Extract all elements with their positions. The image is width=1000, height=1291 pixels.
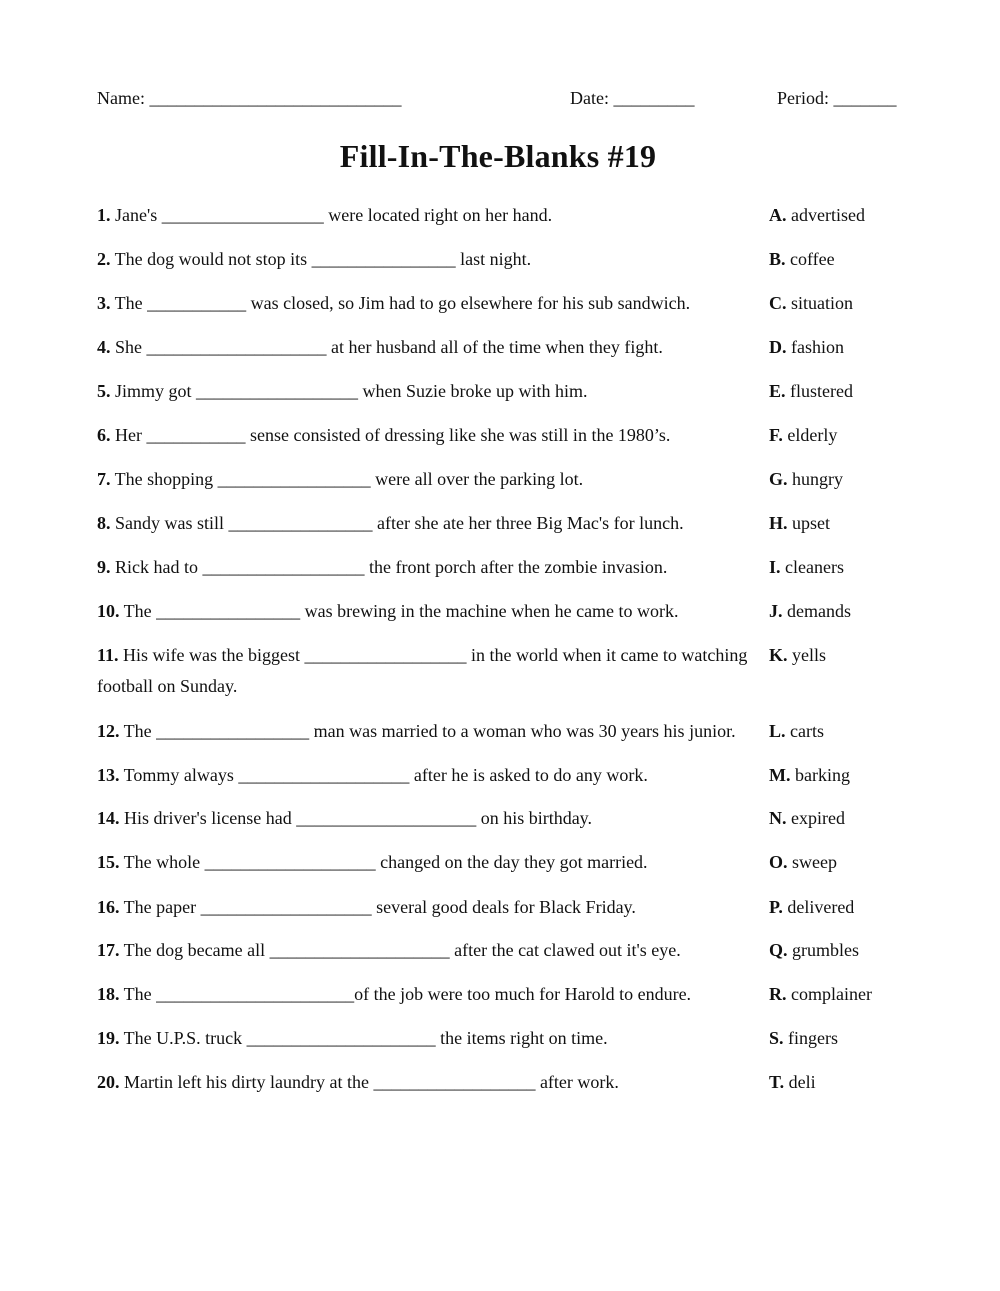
answer-word: situation [786, 293, 853, 313]
question-number: 6. [97, 425, 111, 445]
answer-word: upset [787, 513, 831, 533]
question-sentence: The U.P.S. truck _____________________ the items right on time. [119, 1028, 608, 1048]
answer-choice [769, 847, 837, 878]
answer-choice [769, 332, 844, 363]
answer-word: hungry [787, 469, 844, 489]
question-sentence: His wife was the biggest __________________ in the world when it came to watching football on Sunday. [97, 645, 752, 696]
question-sentence: The whole ___________________ changed on the day they got married. [119, 852, 648, 872]
answer-word: fingers [783, 1028, 838, 1048]
question-number: 18. [97, 984, 120, 1004]
answer-word: deli [784, 1072, 816, 1092]
answer-choice [769, 596, 851, 627]
answer-word: complainer [786, 984, 872, 1004]
answer-choice [769, 1023, 838, 1054]
question-sentence: Her ___________ sense consisted of dressing like she was still in the 1980’s. [110, 425, 671, 445]
answer-word: grumbles [787, 940, 860, 960]
question-sentence: Rick had to __________________ the front porch after the zombie invasion. [110, 557, 668, 577]
question-sentence: Martin left his dirty laundry at the __________________ after work. [119, 1072, 619, 1092]
answer-word: delivered [782, 897, 855, 917]
question-sentence: The ___________ was closed, so Jim had to go elsewhere for his sub sandwich. [110, 293, 691, 313]
answer-letter: K. [769, 645, 788, 665]
question-sentence: Jimmy got __________________ when Suzie broke up with him. [110, 381, 588, 401]
question-text [97, 244, 767, 275]
answer-word: yells [787, 645, 827, 665]
answer-letter: T. [769, 1072, 785, 1092]
question-number: 7. [97, 469, 111, 489]
answer-choice [769, 1067, 816, 1098]
answer-letter: O. [769, 852, 788, 872]
answer-word: advertised [786, 205, 865, 225]
answer-word: carts [785, 721, 824, 741]
answer-letter: D. [769, 337, 787, 357]
question-sentence: The dog would not stop its ________________ last night. [110, 249, 532, 269]
question-number: 8. [97, 513, 111, 533]
question-text [97, 332, 767, 363]
question-number: 17. [97, 940, 120, 960]
answer-letter: J. [769, 601, 783, 621]
question-sentence: Sandy was still ________________ after she ate her three Big Mac's for lunch. [110, 513, 684, 533]
question-number: 16. [97, 897, 120, 917]
question-text [97, 1023, 767, 1054]
answer-letter: N. [769, 808, 787, 828]
answer-choice [769, 464, 843, 495]
question-text [97, 376, 767, 407]
answer-letter: P. [769, 897, 783, 917]
question-text [97, 892, 767, 923]
question-number: 19. [97, 1028, 120, 1048]
question-text [97, 640, 767, 702]
question-sentence: The paper ___________________ several good deals for Black Friday. [119, 897, 636, 917]
name-field[interactable]: Name: ____________________________ [97, 88, 402, 108]
question-number: 1. [97, 205, 111, 225]
question-text [97, 288, 767, 319]
answer-letter: A. [769, 205, 787, 225]
answer-choice [769, 760, 850, 791]
answer-letter: M. [769, 765, 791, 785]
answer-choice [769, 716, 824, 747]
answer-word: coffee [785, 249, 835, 269]
question-sentence: The dog became all ____________________ after the cat clawed out it's eye. [119, 940, 681, 960]
question-sentence: The shopping _________________ were all over the parking lot. [110, 469, 584, 489]
question-sentence: Tommy always ___________________ after he is asked to do any work. [119, 765, 648, 785]
question-text [97, 1067, 767, 1098]
answer-letter: H. [769, 513, 788, 533]
question-sentence: She ____________________ at her husband all of the time when they fight. [110, 337, 663, 357]
answer-choice [769, 508, 830, 539]
answer-letter: C. [769, 293, 787, 313]
question-text [97, 803, 767, 834]
question-sentence: His driver's license had ____________________ on his birthday. [119, 808, 593, 828]
question-text [97, 979, 767, 1010]
answer-letter: F. [769, 425, 783, 445]
answer-choice [769, 640, 826, 671]
worksheet-header [0, 88, 1000, 114]
answer-letter: Q. [769, 940, 788, 960]
answer-word: demands [782, 601, 851, 621]
answer-letter: I. [769, 557, 781, 577]
question-number: 11. [97, 645, 119, 665]
question-number: 12. [97, 721, 120, 741]
answer-choice [769, 979, 872, 1010]
answer-choice [769, 288, 853, 319]
question-text [97, 935, 767, 966]
answer-word: flustered [785, 381, 853, 401]
answer-word: barking [790, 765, 850, 785]
answer-word: fashion [786, 337, 844, 357]
answer-letter: E. [769, 381, 786, 401]
answer-choice [769, 803, 845, 834]
question-text [97, 420, 767, 451]
question-number: 2. [97, 249, 111, 269]
date-field[interactable]: Date: _________ [570, 88, 695, 108]
question-text [97, 847, 767, 878]
page-title: Fill-In-The-Blanks #19 [339, 138, 657, 174]
question-number: 13. [97, 765, 120, 785]
question-number: 9. [97, 557, 111, 577]
question-number: 10. [97, 601, 120, 621]
answer-word: elderly [782, 425, 838, 445]
question-text [97, 596, 767, 627]
question-text [97, 552, 767, 583]
question-number: 15. [97, 852, 120, 872]
question-text [97, 760, 767, 791]
question-sentence: The ________________ was brewing in the machine when he came to work. [119, 601, 679, 621]
question-sentence: Jane's __________________ were located right on her hand. [110, 205, 553, 225]
answer-word: expired [786, 808, 845, 828]
answer-word: cleaners [780, 557, 844, 577]
answer-choice [769, 420, 837, 451]
question-number: 5. [97, 381, 111, 401]
answer-letter: R. [769, 984, 787, 1004]
answer-choice [769, 200, 865, 231]
question-number: 4. [97, 337, 111, 357]
question-text [97, 200, 767, 231]
answer-word: sweep [787, 852, 837, 872]
question-number: 3. [97, 293, 111, 313]
answer-choice [769, 935, 859, 966]
question-number: 20. [97, 1072, 120, 1092]
question-text [97, 464, 767, 495]
answer-letter: S. [769, 1028, 784, 1048]
question-sentence: The ______________________of the job were too much for Harold to endure. [119, 984, 692, 1004]
answer-letter: B. [769, 249, 786, 269]
answer-choice [769, 376, 853, 407]
question-text [97, 508, 767, 539]
answer-choice [769, 892, 854, 923]
answer-choice [769, 244, 835, 275]
answer-choice [769, 552, 844, 583]
answer-letter: G. [769, 469, 788, 489]
question-text [97, 716, 767, 747]
question-sentence: The _________________ man was married to a woman who was 30 years his junior. [119, 721, 736, 741]
period-field[interactable]: Period: _______ [777, 88, 897, 108]
question-number: 14. [97, 808, 120, 828]
answer-letter: L. [769, 721, 786, 741]
